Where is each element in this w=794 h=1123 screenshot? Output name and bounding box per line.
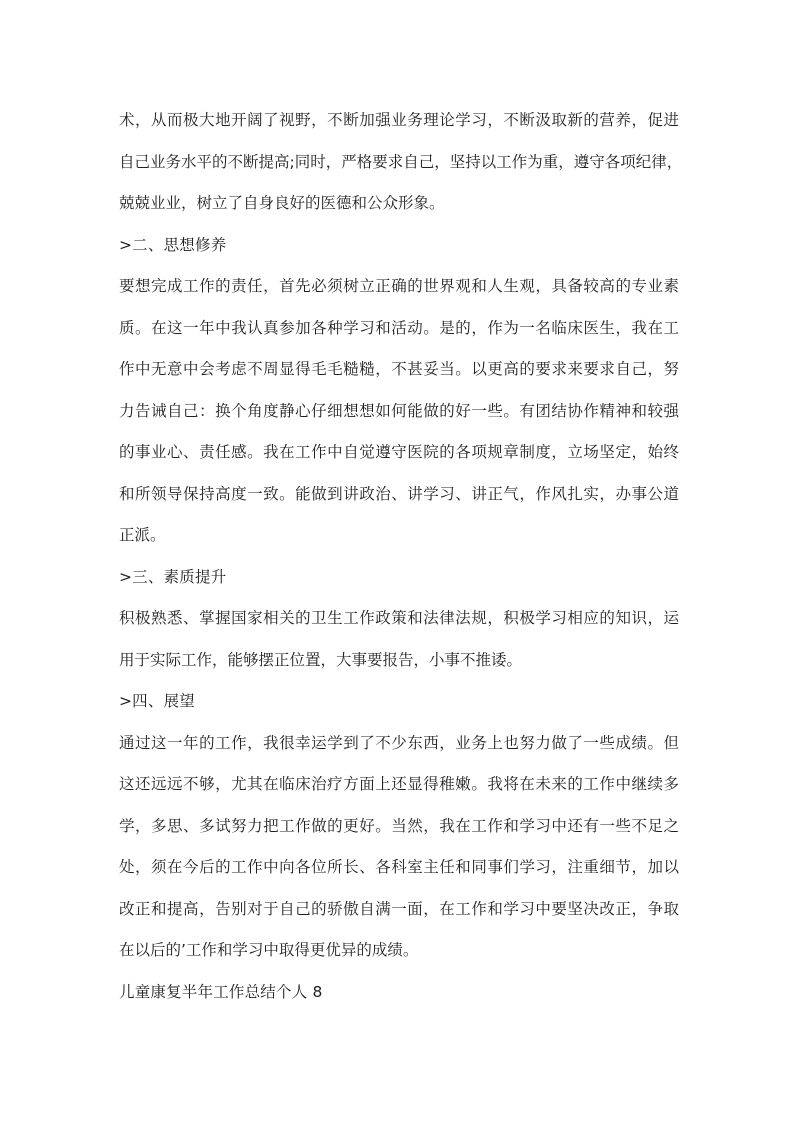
text-line: 力告诫自己：换个角度静心仔细想想如何能做的好一些。有团结协作精神和较强: [119, 401, 679, 420]
text-line: 改正和提高，告别对于自己的骄傲自满一面，在工作和学习中要坚决改正，争取: [119, 899, 679, 918]
text-line: 在以后的’工作和学习中取得更优异的成绩。: [119, 941, 419, 959]
document-body: [119, 100, 683, 1013]
text-line: 学，多思、多试努力把工作做的更好。当然，我在工作和学习中还有一些不足之: [119, 816, 679, 835]
text-line: 自己业务水平的不断提高;同时，严格要求自己，坚持以工作为重，遵守各项纪律，: [119, 152, 683, 171]
text-line: 正派。: [119, 526, 166, 544]
section-heading-outlook: >四、展望: [119, 692, 195, 710]
section-heading-thinking: >二、思想修养: [119, 235, 227, 254]
text-line: 的事业心、责任感。我在工作中自觉遵守医院的各项规章制度，立场坚定，始终: [119, 443, 679, 461]
text-line: 这还远远不够，尤其在临床治疗方面上还显得稚嫩。我将在未来的工作中继续多: [119, 775, 679, 793]
text-line: 术，从而极大地开阔了视野，不断加强业务理论学习，不断汲取新的营养，促进: [119, 111, 679, 129]
text-line: 要想完成工作的责任，首先必须树立正确的世界观和人生观，具备较高的专业素: [119, 277, 679, 295]
text-line: 积极熟悉、掌握国家相关的卫生工作政策和法律法规，积极学习相应的知识，运: [119, 609, 679, 627]
section-heading-quality: >三、素质提升: [119, 567, 227, 586]
text-line: 用于实际工作，能够摆正位置，大事要报告，小事不推诿。: [119, 650, 523, 669]
text-line: 质。在这一年中我认真参加各种学习和活动。是的，作为一名临床医生，我在工: [119, 318, 679, 337]
text-line: 通过这一年的工作，我很幸运学到了不少东西，业务上也努力做了一些成绩。但: [119, 733, 679, 752]
document-title-next: 儿童康复半年工作总结个人 8: [119, 982, 323, 1001]
text-line: 兢兢业业，树立了自身良好的医德和公众形象。: [119, 194, 445, 212]
text-line: 作中无意中会考虑不周显得毛毛糙糙，不甚妥当。以更高的要求来要求自己，努: [119, 360, 679, 378]
text-line: 处，须在今后的工作中向各位所长、各科室主任和同事们学习，注重细节，加以: [119, 858, 679, 876]
text-line: 和所领导保持高度一致。能做到讲政治、讲学习、讲正气，作风扎实，办事公道: [119, 484, 679, 503]
